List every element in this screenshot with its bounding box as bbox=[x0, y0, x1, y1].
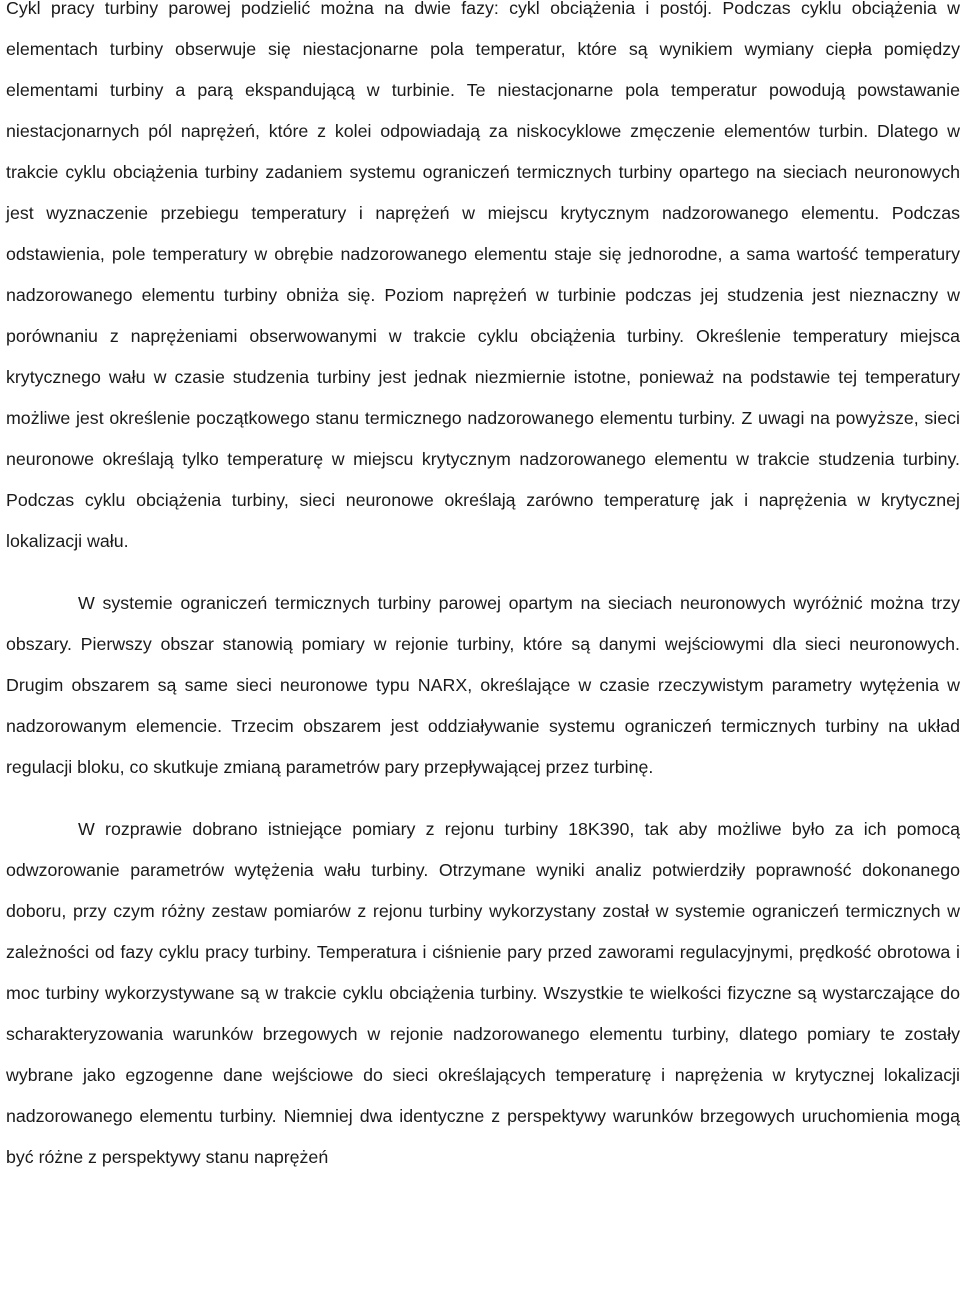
paragraph-load-cycle: Cykl pracy turbiny parowej podzielić można na dwie fazy: cykl obciążenia i postój. Podczas cyklu obciążenia w elementach turbiny obserwuje się niestacjonarne pola temperatur, które są wynikiem wymiany ciepła pomiędzy elementami turbiny a parą ekspandującą w turbinie. Te niestacjonarne pola temperatur powodują powstawanie niestacjonarnych pól naprężeń, które z kolei odpowiadają za niskocyklowe zmęczenie elementów turbin. Dlatego w trakcie cyklu obciążenia turbiny zadaniem systemu ograniczeń termicznych turbiny opartego na sieciach neuronowych jest wyznaczenie przebiegu temperatury i naprężeń w miejscu krytycznym nadzorowanego elementu. Podczas odstawienia, pole temperatury w obrębie nadzorowanego elementu staje się jednorodne, a sama wartość temperatury nadzorowanego elementu turbiny obniża się. Poziom naprężeń w turbinie podczas jej studzenia jest nieznaczny w porównaniu z naprężeniami obserwowanymi w trakcie cyklu obciążenia turbiny. Określenie temperatury miejsca krytycznego wału w czasie studzenia turbiny jest jednak niezmiernie istotne, ponieważ na podstawie tej temperatury możliwe jest określenie początkowego stanu termicznego nadzorowanego elementu turbiny. Z uwagi na powyższe, sieci neuronowe określają tylko temperaturę w miejscu krytycznym nadzorowanego elementu w trakcie studzenia turbiny. Podczas cyklu obciążenia turbiny, sieci neuronowe określają zarówno temperaturę jak i naprężenia w krytycznej lokalizacji wału. bbox=[6, 0, 960, 551]
document-page bbox=[6, 0, 960, 1178]
paragraph-measurements: W rozprawie dobrano istniejące pomiary z rejonu turbiny 18K390, tak aby możliwe było za ich pomocą odwzorowanie parametrów wytężenia wału turbiny. Otrzymane wyniki analiz potwierdziły poprawność dokonanego doboru, przy czym różny zestaw pomiarów z rejonu turbiny wykorzystany został w systemie ograniczeń termicznych w zależności od fazy cyklu pracy turbiny. Temperatura i ciśnienie pary przed zaworami regulacyjnymi, prędkość obrotowa i moc turbiny wykorzystywane są w trakcie cyklu obciążenia turbiny. Wszystkie te wielkości fizyczne są wystarczające do scharakteryzowania warunków brzegowych w rejonie nadzorowanego elementu turbiny, dlatego pomiary te zostały wybrane jako egzogenne dane wejściowe do sieci określających temperaturę i naprężenia w krytycznej lokalizacji nadzorowanego elementu turbiny. Niemniej dwa identyczne z perspektywy warunków brzegowych uruchomienia mogą być różne z perspektywy stanu naprężeń bbox=[6, 819, 960, 1167]
paragraph-system-areas: W systemie ograniczeń termicznych turbiny parowej opartym na sieciach neuronowych wyróżnić można trzy obszary. Pierwszy obszar stanowią pomiary w rejonie turbiny, które są danymi wejściowymi dla sieci neuronowych. Drugim obszarem są same sieci neuronowe typu NARX, określające w czasie rzeczywistym parametry wytężenia w nadzorowanym elemencie. Trzecim obszarem jest oddziaływanie systemu ograniczeń termicznych turbiny na układ regulacji bloku, co skutkuje zmianą parametrów pary przepływającej przez turbinę. bbox=[6, 593, 960, 777]
